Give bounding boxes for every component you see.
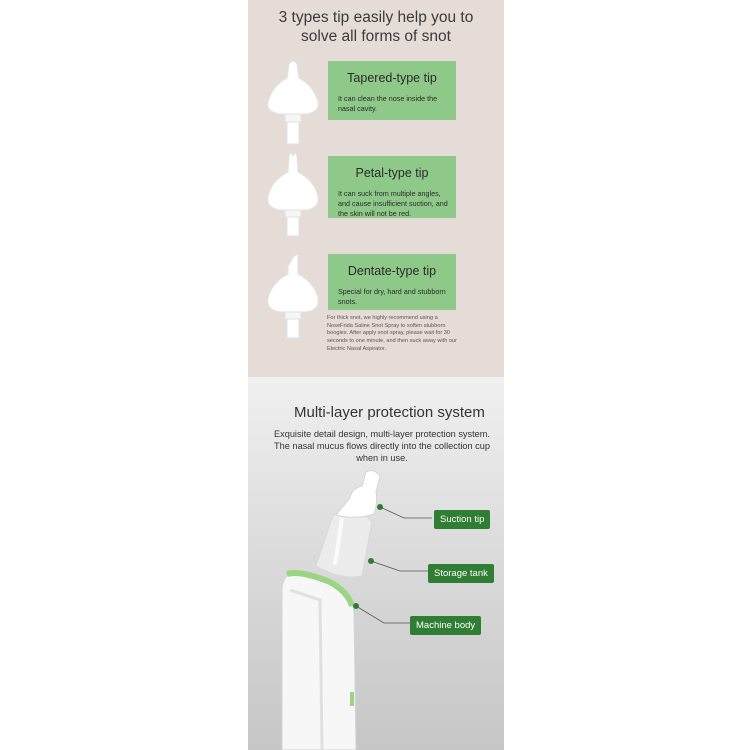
protection-desc-line-3: when in use. <box>356 453 408 463</box>
dentate-tip-title: Dentate-type tip <box>347 264 437 278</box>
petal-tip-title: Petal-type tip <box>355 166 429 180</box>
suction-tip-label: Suction tip <box>434 510 490 529</box>
protection-desc-line-1: Exquisite detail design, multi-layer protection system. <box>273 429 490 439</box>
petal-tip-desc: It can suck from multiple angles, and cause insufficient suction, and the skin will not be red. <box>338 189 448 218</box>
machine-body-label: Machine body <box>410 616 481 635</box>
protection-desc-line-2: The nasal mucus flows directly into the collection cup <box>273 441 490 451</box>
usage-note: For thick snot, we highly recommend using a NoseFrida Saline Snot Spray to soften stubborn boogies. After apply snot spray, please wait for 30 seconds to one minute, and then suck away with our Electric Nasal Aspirator. <box>327 315 457 352</box>
suction-tip-shape <box>336 471 380 518</box>
storage-tank-label: Storage tank <box>428 564 494 583</box>
headline-line-2: solve all forms of snot <box>301 28 451 45</box>
headline-line-1: 3 types tip easily help you to <box>278 9 474 26</box>
storage-tank-shape <box>316 511 372 577</box>
tapered-tip-desc: It can clean the nose inside the nasal cavity. <box>338 94 438 113</box>
dentate-tip-desc: Special for dry, hard and stubborn snots. <box>338 287 446 306</box>
protection-title: Multi-layer protection system <box>294 404 485 421</box>
tapered-tip-title: Tapered-type tip <box>347 71 437 85</box>
